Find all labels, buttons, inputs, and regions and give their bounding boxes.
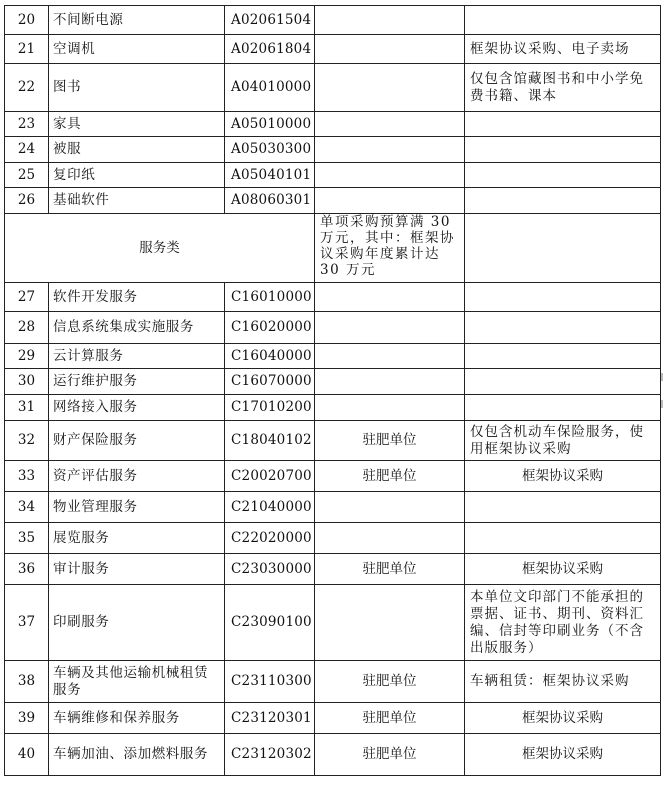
row-number: 37 xyxy=(5,585,49,661)
row-number: 30 xyxy=(5,369,49,395)
item-code: A05040101 xyxy=(225,163,315,188)
row-number: 25 xyxy=(5,163,49,188)
note-cell: 框架协议采购 xyxy=(465,734,661,776)
row-number: 29 xyxy=(5,344,49,369)
row-number: 20 xyxy=(5,6,49,35)
row-number: 38 xyxy=(5,661,49,703)
item-code: C23120301 xyxy=(225,703,315,734)
item-name: 资产评估服务 xyxy=(49,461,225,492)
procurement-catalog-table xyxy=(4,5,661,776)
item-name: 审计服务 xyxy=(49,554,225,585)
item-code: C23110300 xyxy=(225,661,315,703)
row-number: 40 xyxy=(5,734,49,776)
row-number: 33 xyxy=(5,461,49,492)
table-row xyxy=(5,64,661,112)
note-cell: 仅包含机动车保险服务，使用框架协议采购 xyxy=(465,421,661,461)
scope-cell xyxy=(315,492,465,523)
scope-cell: 驻肥单位 xyxy=(315,554,465,585)
table-row xyxy=(5,312,661,344)
item-code: A02061804 xyxy=(225,35,315,64)
item-name: 软件开发服务 xyxy=(49,283,225,312)
row-number: 39 xyxy=(5,703,49,734)
item-code: A04010000 xyxy=(225,64,315,112)
note-cell: 本单位文印部门不能承担的票据、证书、期刊、资料汇编、信封等印刷业务（不含出版服务） xyxy=(465,585,661,661)
category-label: 服务类 xyxy=(5,214,315,283)
item-name: 复印纸 xyxy=(49,163,225,188)
item-code: C16040000 xyxy=(225,344,315,369)
item-name: 车辆维修和保养服务 xyxy=(49,703,225,734)
table-row xyxy=(5,461,661,492)
item-name: 网络接入服务 xyxy=(49,395,225,421)
scope-cell: 驻肥单位 xyxy=(315,661,465,703)
note-cell xyxy=(465,188,661,214)
item-name: 家具 xyxy=(49,112,225,137)
scope-cell xyxy=(315,112,465,137)
table-row xyxy=(5,492,661,523)
row-number: 36 xyxy=(5,554,49,585)
item-code: C23120302 xyxy=(225,734,315,776)
table-row xyxy=(5,137,661,163)
table-row xyxy=(5,188,661,214)
scope-cell xyxy=(315,523,465,554)
note-cell xyxy=(465,163,661,188)
scope-cell xyxy=(315,283,465,312)
row-number: 34 xyxy=(5,492,49,523)
item-code: C16070000 xyxy=(225,369,315,395)
note-cell xyxy=(465,523,661,554)
scope-cell xyxy=(315,344,465,369)
item-code: C23090100 xyxy=(225,585,315,661)
row-number: 35 xyxy=(5,523,49,554)
table-row xyxy=(5,163,661,188)
note-cell xyxy=(465,492,661,523)
note-cell xyxy=(465,369,661,395)
item-name: 运行维护服务 xyxy=(49,369,225,395)
scope-cell xyxy=(315,369,465,395)
item-name: 图书 xyxy=(49,64,225,112)
item-name: 物业管理服务 xyxy=(49,492,225,523)
scope-cell xyxy=(315,64,465,112)
item-code: C16020000 xyxy=(225,312,315,344)
item-name: 基础软件 xyxy=(49,188,225,214)
item-code: C21040000 xyxy=(225,492,315,523)
note-cell xyxy=(465,112,661,137)
item-name: 展览服务 xyxy=(49,523,225,554)
scope-cell: 驻肥单位 xyxy=(315,461,465,492)
table-row xyxy=(5,369,661,395)
table-row xyxy=(5,661,661,703)
note-cell xyxy=(465,312,661,344)
table-row xyxy=(5,523,661,554)
item-code: C17010200 xyxy=(225,395,315,421)
scope-cell: 驻肥单位 xyxy=(315,734,465,776)
item-name: 空调机 xyxy=(49,35,225,64)
scope-cell xyxy=(315,312,465,344)
note-cell: 车辆租赁：框架协议采购 xyxy=(465,661,661,703)
scope-cell xyxy=(315,137,465,163)
row-number: 31 xyxy=(5,395,49,421)
note-cell: 框架协议采购 xyxy=(465,554,661,585)
note-cell: 框架协议采购、电子卖场 xyxy=(465,35,661,64)
item-name: 车辆及其他运输机械租赁服务 xyxy=(49,661,225,703)
item-name: 印刷服务 xyxy=(49,585,225,661)
item-name: 云计算服务 xyxy=(49,344,225,369)
scope-cell xyxy=(315,395,465,421)
table-row xyxy=(5,585,661,661)
scope-cell: 驻肥单位 xyxy=(315,703,465,734)
note-cell xyxy=(465,344,661,369)
item-code: C20020700 xyxy=(225,461,315,492)
scope-cell xyxy=(315,585,465,661)
note-cell: 仅包含馆藏图书和中小学免费书籍、课本 xyxy=(465,64,661,112)
scope-cell xyxy=(315,163,465,188)
table-row xyxy=(5,734,661,776)
item-name: 财产保险服务 xyxy=(49,421,225,461)
note-cell xyxy=(465,137,661,163)
item-name: 信息系统集成实施服务 xyxy=(49,312,225,344)
category-header-row xyxy=(5,214,661,283)
item-code: C22020000 xyxy=(225,523,315,554)
scope-cell xyxy=(315,35,465,64)
row-number: 32 xyxy=(5,421,49,461)
item-name: 被服 xyxy=(49,137,225,163)
note-cell xyxy=(465,214,661,283)
row-number: 21 xyxy=(5,35,49,64)
threshold-cell: 单项采购预算满 30 万元，其中：框架协议采购年度累计达 30 万元 xyxy=(315,214,465,283)
scope-cell: 驻肥单位 xyxy=(315,421,465,461)
table-row xyxy=(5,6,661,35)
row-number: 28 xyxy=(5,312,49,344)
note-cell: 框架协议采购 xyxy=(465,461,661,492)
row-number: 23 xyxy=(5,112,49,137)
note-cell xyxy=(465,395,661,421)
item-code: A05010000 xyxy=(225,112,315,137)
table-row xyxy=(5,421,661,461)
row-number: 22 xyxy=(5,64,49,112)
table-row xyxy=(5,35,661,64)
table-row xyxy=(5,344,661,369)
row-number: 27 xyxy=(5,283,49,312)
item-code: C23030000 xyxy=(225,554,315,585)
item-code: C18040102 xyxy=(225,421,315,461)
note-cell: 框架协议采购 xyxy=(465,703,661,734)
table-row xyxy=(5,554,661,585)
item-name: 不间断电源 xyxy=(49,6,225,35)
row-number: 24 xyxy=(5,137,49,163)
note-cell xyxy=(465,283,661,312)
item-code: C16010000 xyxy=(225,283,315,312)
item-code: A05030300 xyxy=(225,137,315,163)
table-row xyxy=(5,283,661,312)
scope-cell xyxy=(315,6,465,35)
item-code: A02061504 xyxy=(225,6,315,35)
row-number: 26 xyxy=(5,188,49,214)
table-row xyxy=(5,112,661,137)
item-name: 车辆加油、添加燃料服务 xyxy=(49,734,225,776)
scope-cell xyxy=(315,188,465,214)
table-row xyxy=(5,703,661,734)
note-cell xyxy=(465,6,661,35)
item-code: A08060301 xyxy=(225,188,315,214)
table-row xyxy=(5,395,661,421)
